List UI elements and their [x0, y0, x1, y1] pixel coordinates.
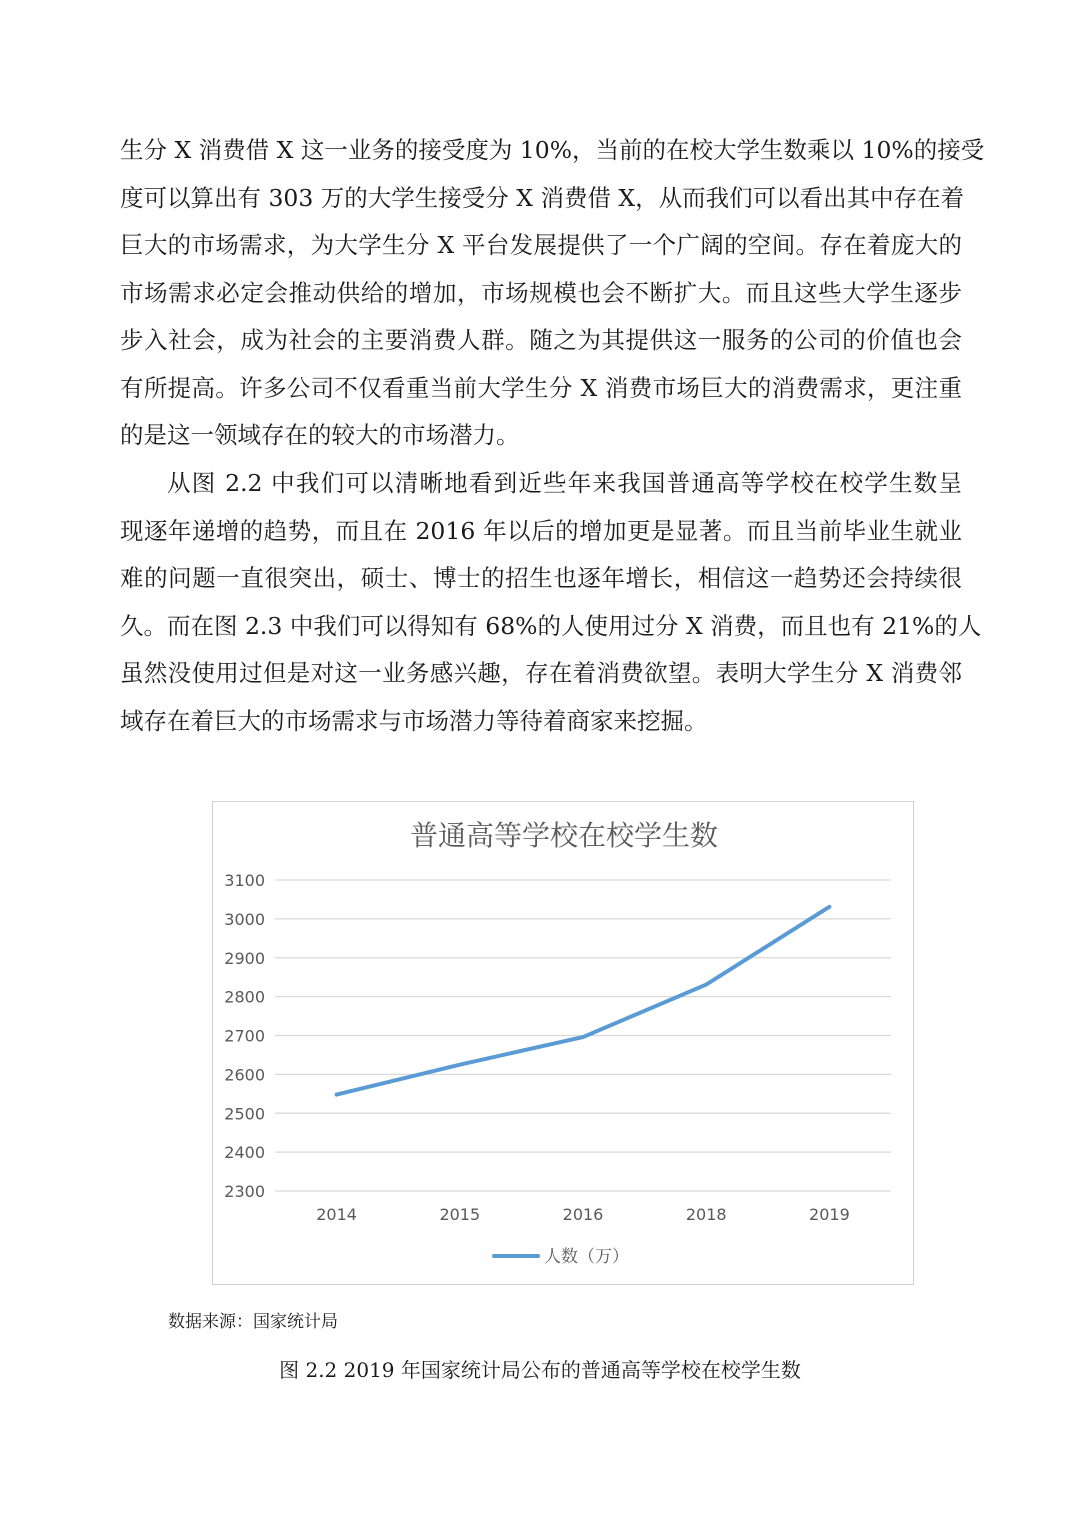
paragraph-line: 有所提高。许多公司不仅看重当前大学生分 X 消费市场巨大的消费需求，更注重 — [120, 373, 962, 402]
y-tick-label: 2700 — [224, 1026, 265, 1046]
x-tick-label: 2016 — [562, 1205, 604, 1224]
figure-source: 数据来源：国家统计局 — [168, 1312, 338, 1332]
paragraph-line: 生分 X 消费借 X 这一业务的接受度为 10%，当前的在校大学生数乘以 10%的接受 — [120, 136, 985, 164]
paragraph-line: 市场需求必定会推动供给的增加，市场规模也会不断扩大。而且这些大学生逐步 — [120, 278, 962, 307]
paragraph-line: 难的问题一直很突出，硕士、博士的招生也逐年增长，相信这一趋势还会持续很 — [120, 564, 962, 592]
legend-label: 人数（万） — [544, 1247, 629, 1267]
y-tick-label: 2800 — [224, 987, 265, 1007]
x-tick-label: 2015 — [439, 1205, 481, 1224]
paragraph-line: 从图 2.2 中我们可以清晰地看到近些年来我国普通高等学校在校学生数呈 — [167, 469, 962, 497]
paragraph-2 — [120, 460, 982, 745]
paragraph-1 — [120, 127, 985, 460]
paragraph-line: 步入社会，成为社会的主要消费人群。随之为其提供这一服务的公司的价值也会 — [120, 326, 962, 354]
paragraph-line: 的是这一领域存在的较大的市场潜力。 — [120, 421, 520, 449]
y-axis-ticks — [224, 871, 265, 1201]
paragraph-line: 久。而在图 2.3 中我们可以得知有 68%的人使用过分 X 消费，而且也有 21%的人 — [120, 611, 982, 640]
line-chart — [213, 802, 913, 1284]
x-tick-label: 2014 — [316, 1205, 357, 1224]
y-tick-label: 3000 — [224, 909, 265, 929]
x-tick-label: 2019 — [809, 1205, 850, 1224]
chart-title: 普通高等学校在校学生数 — [409, 819, 719, 852]
y-tick-label: 2300 — [224, 1182, 265, 1201]
chart-series — [337, 907, 830, 1095]
chart-frame — [212, 801, 914, 1285]
y-tick-label: 2600 — [224, 1065, 265, 1085]
paragraph-line: 度可以算出有 303 万的大学生接受分 X 消费借 X，从而我们可以看出其中存在着 — [120, 183, 965, 212]
y-tick-label: 3100 — [224, 871, 265, 890]
paragraph-line: 现逐年递增的趋势，而且在 2016 年以后的增加更是显著。而且当前毕业生就业 — [120, 516, 962, 545]
paragraph-line: 虽然没使用过但是对这一业务感兴趣，存在着消费欲望。表明大学生分 X 消费邻 — [120, 659, 962, 687]
paragraph-line: 巨大的市场需求，为大学生分 X 平台发展提供了一个广阔的空间。存在着庞大的 — [120, 231, 962, 259]
x-axis-ticks — [316, 1205, 850, 1224]
y-tick-label: 2400 — [224, 1143, 265, 1163]
y-tick-label: 2500 — [224, 1104, 265, 1124]
figure-caption: 图 2.2 2019 年国家统计局公布的普通高等学校在校学生数 — [279, 1358, 801, 1382]
y-tick-label: 2900 — [224, 948, 265, 968]
x-tick-label: 2018 — [685, 1205, 727, 1224]
chart-legend — [494, 1247, 629, 1267]
series-line — [337, 907, 830, 1095]
paragraph-line: 域存在着巨大的市场需求与市场潜力等待着商家来挖掘。 — [120, 706, 708, 735]
